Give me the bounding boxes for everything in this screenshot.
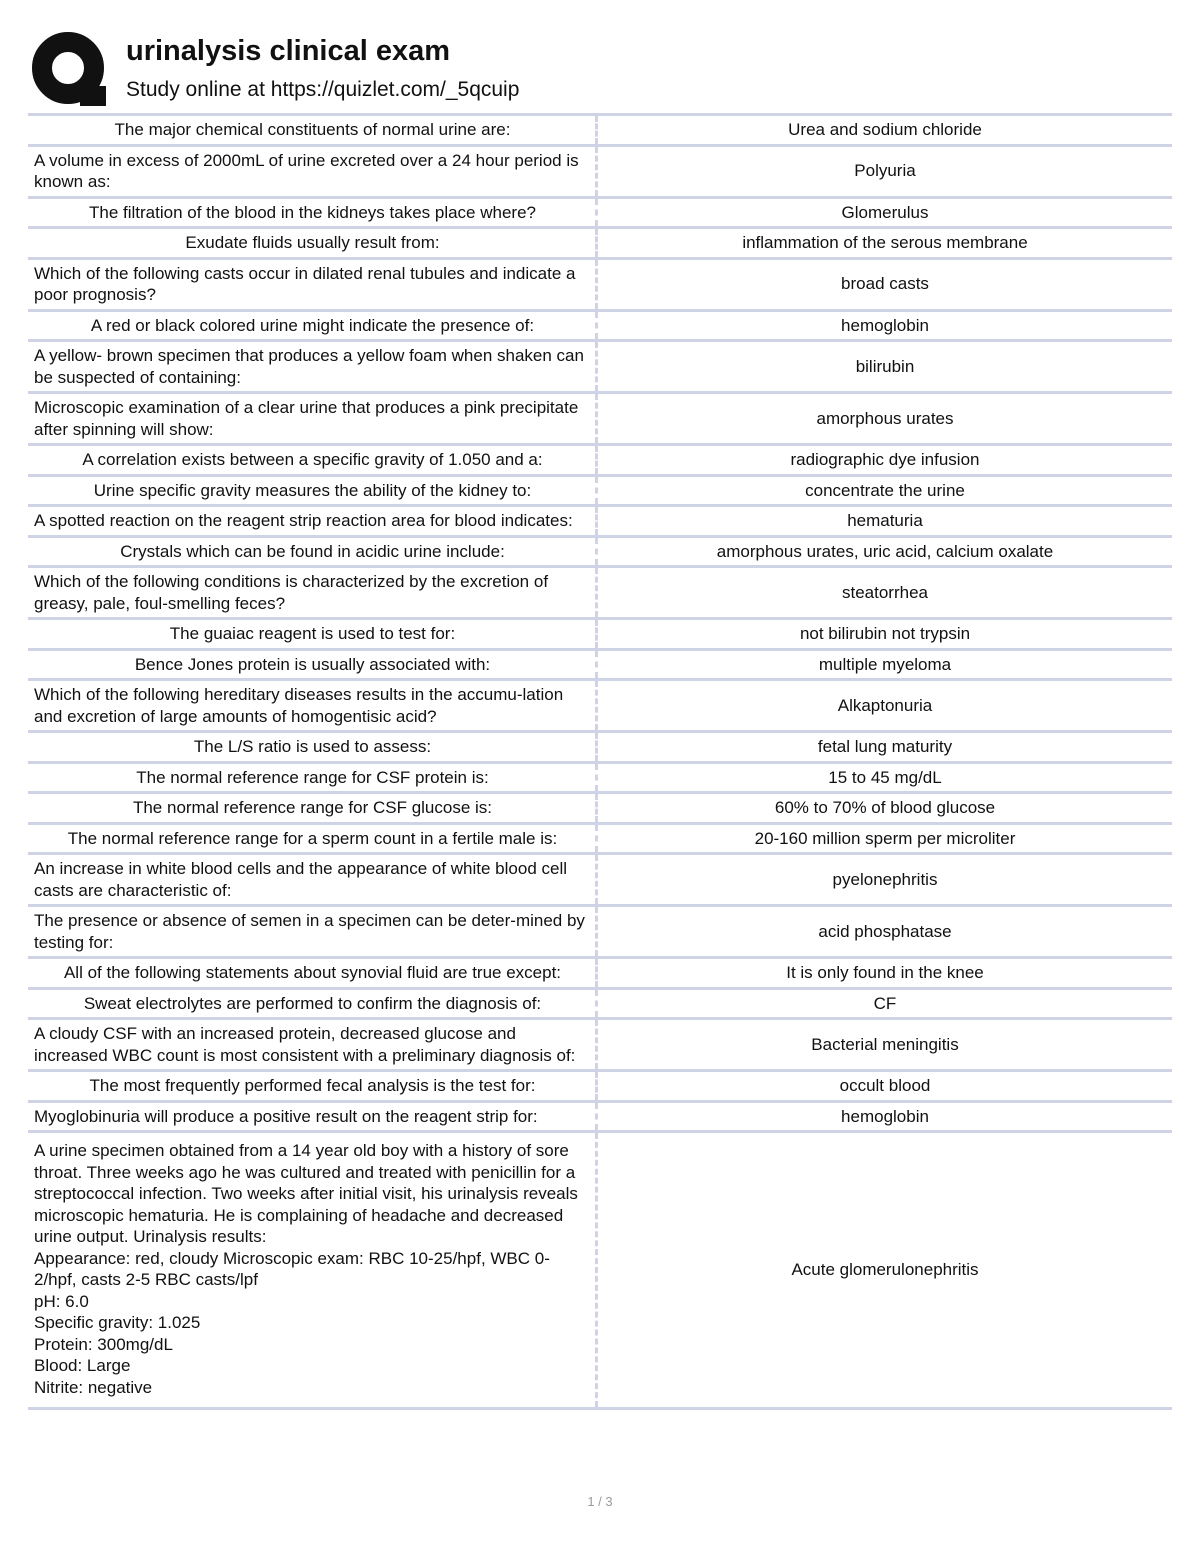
definition-cell: Bacterial meningitis <box>811 1034 959 1054</box>
definition-cell: Alkaptonuria <box>837 695 933 715</box>
definition-cell: not bilirubin not trypsin <box>799 624 971 643</box>
definition-cell: pyelonephritis <box>832 869 938 889</box>
table-row <box>28 229 1172 260</box>
definition-cell: CF <box>873 993 897 1013</box>
term-cell: All of the following statements about synovial fluid are true except: <box>28 959 598 987</box>
table-row <box>28 1103 1172 1134</box>
term-cell: The presence or absence of semen in a specimen can be deter-mined by testing for: <box>28 907 598 956</box>
table-row <box>28 620 1172 651</box>
table-row <box>28 260 1172 312</box>
definition-cell: multiple myeloma <box>818 654 952 674</box>
definition-cell: steatorrhea <box>842 582 928 602</box>
page-title: urinalysis clinical exam <box>126 35 451 67</box>
term-cell: The most frequently performed fecal analysis is the test for: <box>28 1072 598 1100</box>
table-row <box>28 538 1172 569</box>
term-cell: Crystals which can be found in acidic urine include: <box>28 538 598 566</box>
term-cell: A red or black colored urine might indicate the presence of: <box>28 312 598 340</box>
table-row <box>28 147 1172 199</box>
page-indicator: 1 / 3 <box>587 1494 613 1509</box>
term-cell: The filtration of the blood in the kidneys takes place where? <box>28 199 598 227</box>
table-row <box>28 990 1172 1021</box>
table-row <box>28 651 1172 682</box>
table-row <box>28 507 1172 538</box>
definition-cell: Glomerulus <box>841 202 929 222</box>
definition-cell: hemoglobin <box>841 1106 929 1126</box>
term-cell: Which of the following casts occur in dilated renal tubules and indicate a poor prognosis? <box>28 260 598 309</box>
term-cell: Urine specific gravity measures the ability of the kidney to: <box>28 477 598 505</box>
term-cell: A cloudy CSF with an increased protein, decreased glucose and increased WBC count is most consistent with a preliminary diagnosis of: <box>28 1020 598 1069</box>
definition-cell: 20-160 million sperm per microliter <box>754 828 1016 848</box>
definition-cell: amorphous urates, uric acid, calcium oxalate <box>716 541 1054 561</box>
term-cell: The normal reference range for a sperm count in a fertile male is: <box>28 825 598 853</box>
term-cell: Which of the following hereditary diseases results in the accumu-lation and excretion of large amounts of homogentisic acid? <box>28 681 598 730</box>
term-cell: Exudate fluids usually result from: <box>28 229 598 257</box>
definition-cell: fetal lung maturity <box>817 737 953 756</box>
table-row <box>28 1020 1172 1072</box>
definition-cell: 15 to 45 mg/dL <box>828 767 942 787</box>
header <box>28 28 1172 112</box>
table-row <box>28 446 1172 477</box>
table-row <box>28 733 1172 764</box>
term-cell: The major chemical constituents of normal urine are: <box>28 116 598 144</box>
term-cell: An increase in white blood cells and the appearance of white blood cell casts are characteristic of: <box>28 855 598 904</box>
term-cell: A yellow- brown specimen that produces a yellow foam when shaken can be suspected of containing: <box>28 342 598 391</box>
table-row <box>28 959 1172 990</box>
definition-cell: hemoglobin <box>841 315 929 335</box>
table-row <box>28 907 1172 959</box>
table-row <box>28 1133 1172 1410</box>
table-row <box>28 681 1172 733</box>
definition-cell: broad casts <box>841 274 929 294</box>
table-row <box>28 312 1172 343</box>
term-cell: Microscopic examination of a clear urine that produces a pink precipitate after spinning will show: <box>28 394 598 443</box>
definition-cell: amorphous urates <box>816 408 954 428</box>
term-cell: The normal reference range for CSF glucose is: <box>28 794 598 822</box>
table-row <box>28 477 1172 508</box>
term-cell: Which of the following conditions is characterized by the excretion of greasy, pale, foul-smelling feces? <box>28 568 598 617</box>
term-cell: Sweat electrolytes are performed to confirm the diagnosis of: <box>28 990 598 1018</box>
table-row <box>28 568 1172 620</box>
table-row <box>28 394 1172 446</box>
term-cell: A urine specimen obtained from a 14 year old boy with a history of sore throat. Three weeks ago he was cultured and treated with penicillin for a streptococcal infection. Two weeks after initial visit, his urinalysis reveals microscopic hematuria. He is complaining of headache and decreased urine output. Urinalysis results: Appearance: red, cloudy Microscopic exam: RBC 10-25/hpf, WBC 0-2/hpf, casts 2-5 RBC casts/lpf pH: 6.0 Specific gravity: 1.025 Protein: 300mg/dL Blood: Large Nitrite: negative <box>28 1133 598 1407</box>
term-cell: A spotted reaction on the reagent strip reaction area for blood indicates: <box>28 507 598 535</box>
definition-cell: concentrate the urine <box>805 480 965 500</box>
definition-cell: hematuria <box>847 511 923 530</box>
definition-cell: It is only found in the knee <box>786 963 984 982</box>
definition-cell: acid phosphatase <box>818 921 952 941</box>
table-row <box>28 825 1172 856</box>
definition-cell: Urea and sodium chloride <box>788 120 982 139</box>
quizlet-logo-icon <box>28 30 108 110</box>
term-cell: Bence Jones protein is usually associated with: <box>28 651 598 679</box>
definition-cell: radiographic dye infusion <box>790 450 980 469</box>
table-row <box>28 199 1172 230</box>
table-row <box>28 794 1172 825</box>
definition-cell: inflammation of the serous membrane <box>742 233 1028 252</box>
page-subtitle: Study online at https://quizlet.com/_5qcuip <box>126 78 520 101</box>
term-cell: The normal reference range for CSF protein is: <box>28 764 598 792</box>
table-row <box>28 764 1172 795</box>
qa-table <box>28 113 1172 1410</box>
term-cell: The L/S ratio is used to assess: <box>28 733 598 761</box>
table-row <box>28 116 1172 147</box>
term-cell: A volume in excess of 2000mL of urine excreted over a 24 hour period is known as: <box>28 147 598 196</box>
term-cell: The guaiac reagent is used to test for: <box>28 620 598 648</box>
table-row <box>28 342 1172 394</box>
definition-cell: 60% to 70% of blood glucose <box>774 798 996 817</box>
term-cell: Myoglobinuria will produce a positive result on the reagent strip for: <box>28 1103 598 1131</box>
definition-cell: Polyuria <box>854 161 916 181</box>
term-cell: A correlation exists between a specific gravity of 1.050 and a: <box>28 446 598 474</box>
table-row <box>28 855 1172 907</box>
definition-cell: Acute glomerulonephritis <box>791 1260 979 1280</box>
definition-cell: bilirubin <box>855 356 915 376</box>
definition-cell: occult blood <box>839 1076 931 1095</box>
table-row <box>28 1072 1172 1103</box>
